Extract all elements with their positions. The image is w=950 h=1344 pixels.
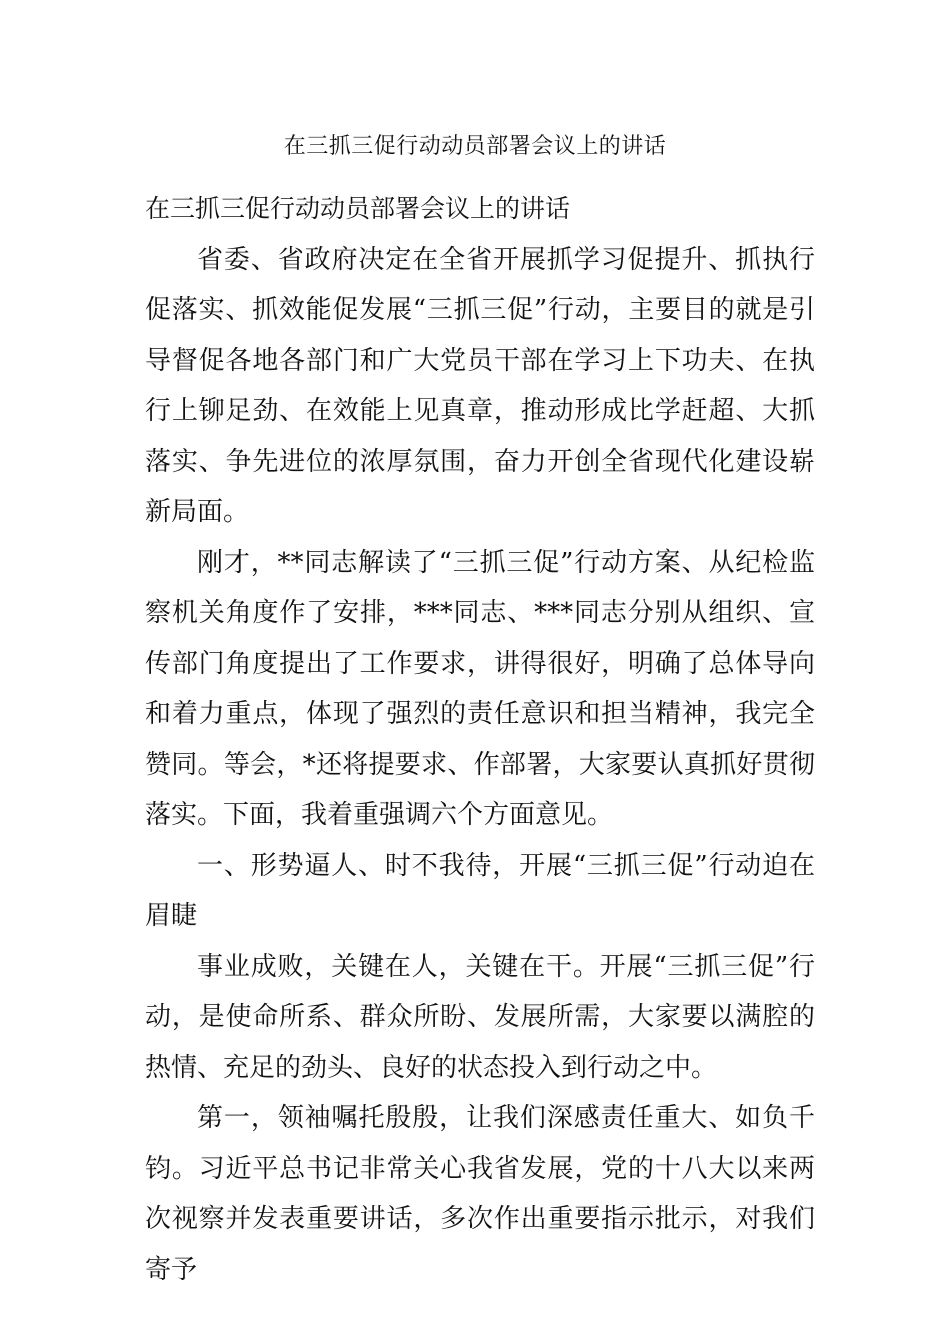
- document-body: [145, 184, 815, 1295]
- section-heading-1: 一、形势逼人、时不我待，开展“三抓三促”行动迫在眉睫: [145, 850, 815, 931]
- document-subtitle: 在三抓三促行动动员部署会议上的讲话: [145, 194, 571, 223]
- paragraph-intro: 省委、省政府决定在全省开展抓学习促提升、抓执行促落实、抓效能促发展“三抓三促”行动，主要目的就是引导督促各地各部门和广大党员干部在学习上下功夫、在执行上铆足劲、在效能上见真章，推动形成比学赶超、大抓落实、争先进位的浓厚氛围，奋力开创全省现代化建设崭新局面。: [145, 244, 815, 527]
- page-title: 在三抓三促行动动员部署会议上的讲话: [283, 134, 667, 159]
- paragraph-remarks: 刚才，**同志解读了“三抓三促”行动方案、从纪检监察机关角度作了安排，***同志、***同志分别从组织、宣传部门角度提出了工作要求，讲得很好，明确了总体导向和着力重点，体现了强烈的责任意识和担当精神，我完全赞同。等会，*还将提要求、作部署，大家要认真抓好贯彻落实。下面，我着重强调六个方面意见。: [145, 547, 815, 830]
- paragraph-section-1: 事业成败，关键在人，关键在干。开展“三抓三促”行动，是使命所系、群众所盼、发展所需，大家要以满腔的热情、充足的劲头、良好的状态投入到行动之中。: [145, 951, 815, 1083]
- paragraph-point-1: 第一，领袖嘱托殷殷，让我们深感责任重大、如负千钧。习近平总书记非常关心我省发展，党的十八大以来两次视察并发表重要讲话，多次作出重要指示批示，对我们寄予: [145, 1103, 815, 1285]
